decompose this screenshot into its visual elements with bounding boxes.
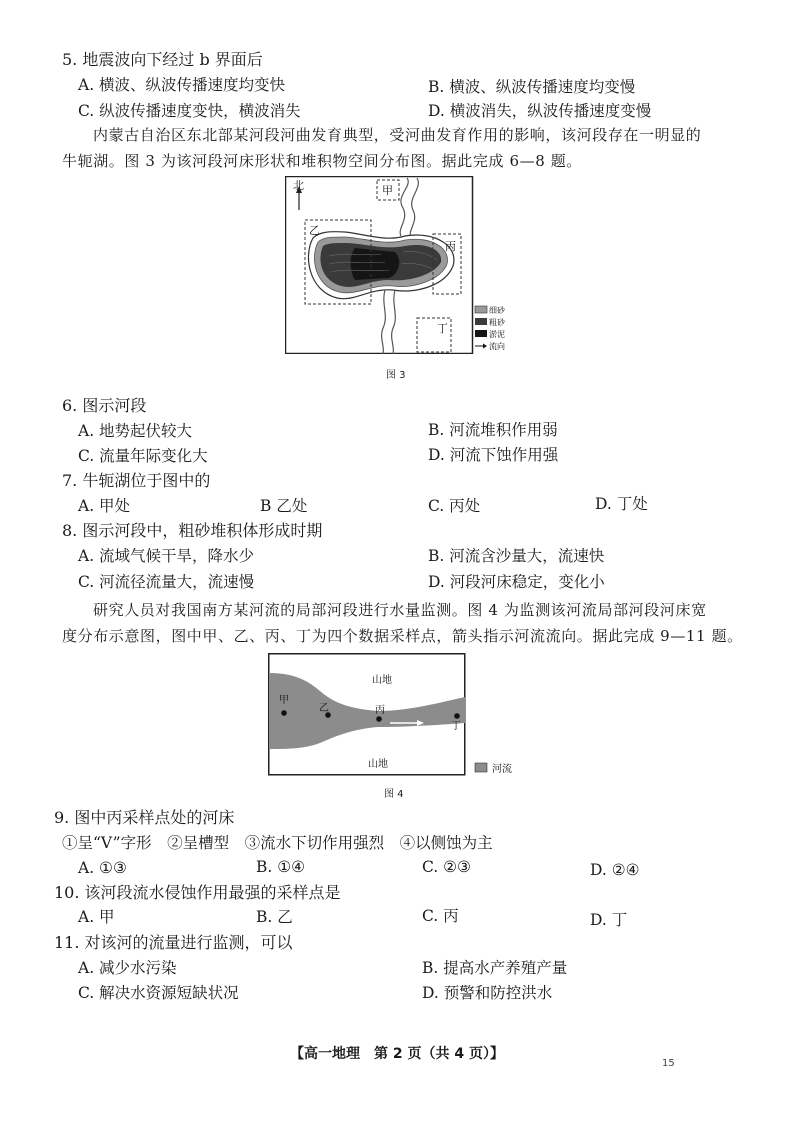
- fig4-label-bing: 丙: [375, 705, 385, 716]
- fig3-label-ding: 丁: [437, 322, 448, 335]
- passage-2-line-2: 度分布示意图，图中甲、乙、丙、丁为四个数据采样点，箭头指示河流流向。据此完成 9—11 题。: [62, 627, 743, 645]
- q7-option-a: A. 甲处: [78, 497, 131, 515]
- passage-2-line-1: 研究人员对我国南方某河流的局部河段进行水量监测。图 4 为监测该河流局部河段河床宽: [93, 601, 707, 619]
- q7-stem: 7. 牛轭湖位于图中的: [62, 471, 211, 490]
- coarse-sand-swatch-icon: [475, 318, 487, 325]
- q7-option-b: B 乙处: [260, 497, 308, 515]
- q5-option-b: B. 横波、纵波传播速度均变慢: [428, 78, 636, 96]
- q10-stem: 10. 该河段流水侵蚀作用最强的采样点是: [54, 883, 341, 902]
- q5-option-a: A. 横波、纵波传播速度均变快: [78, 76, 286, 94]
- q9-option-a: A. ①③: [78, 859, 127, 877]
- q6-option-a: A. 地势起伏较大: [78, 422, 193, 440]
- q9-option-d: D. ②④: [590, 861, 640, 879]
- q6-stem: 6. 图示河段: [62, 396, 147, 415]
- q6-option-d: D. 河流下蚀作用强: [428, 446, 559, 464]
- q10-option-b: B. 乙: [256, 908, 293, 926]
- q5-option-d: D. 横波消失，纵波传播速度变慢: [428, 102, 652, 120]
- q11-option-a: A. 减少水污染: [78, 959, 177, 977]
- q10-option-a: A. 甲: [78, 908, 115, 926]
- q10-option-d: D. 丁: [590, 911, 628, 929]
- q9-option-b: B. ①④: [256, 858, 306, 876]
- q9-substem: ①呈“V”字形 ②呈槽型 ③流水下切作用强烈 ④以侧蚀为主: [62, 834, 493, 852]
- q10-option-c: C. 丙: [422, 907, 459, 925]
- q8-option-c: C. 河流径流量大，流速慢: [78, 573, 255, 591]
- mountain-label-north: 山地: [372, 675, 392, 686]
- q7-option-d: D. 丁处: [595, 495, 648, 513]
- sample-point-bing-icon: [376, 716, 382, 722]
- fig4-label-yi: 乙: [319, 703, 329, 714]
- fig3-label-jia: 甲: [382, 184, 393, 197]
- fig4-label-ding: 丁: [451, 721, 461, 732]
- figure-4-legend: [474, 760, 534, 778]
- page-footer: 【高一地理 第 2 页（共 4 页）】: [290, 1046, 504, 1062]
- q11-option-d: D. 预警和防控洪水: [422, 984, 553, 1002]
- q8-option-d: D. 河段河床稳定，变化小: [428, 573, 605, 591]
- q11-option-c: C. 解决水资源短缺状况: [78, 984, 239, 1002]
- q11-option-b: B. 提高水产养殖产量: [422, 959, 568, 977]
- figure-4-river-width-map: [268, 653, 466, 776]
- q5-option-c: C. 纵波传播速度变快，横波消失: [78, 102, 301, 120]
- passage-1-line-2: 牛轭湖。图 3 为该河段河床形状和堆积物空间分布图。据此完成 6—8 题。: [62, 152, 582, 170]
- sample-point-ding-icon: [454, 713, 460, 719]
- q9-stem: 9. 图中丙采样点处的河床: [54, 808, 235, 827]
- q7-option-c: C. 丙处: [428, 497, 481, 515]
- q8-option-a: A. 流域气候干旱，降水少: [78, 547, 255, 565]
- fig3-label-bing: 丙: [445, 240, 456, 253]
- sample-point-jia-icon: [281, 710, 287, 716]
- q8-stem: 8. 图示河段中，粗砂堆积体形成时期: [62, 521, 323, 540]
- page-corner-mark: 15: [662, 1058, 675, 1069]
- north-label: 北: [293, 179, 304, 192]
- fig3-label-yi: 乙: [309, 224, 320, 237]
- figure-3-riverbed-map: [285, 176, 475, 354]
- q5-stem: 5. 地震波向下经过 b 界面后: [62, 50, 263, 69]
- q6-option-c: C. 流量年际变化大: [78, 447, 208, 465]
- legend-fine-sand: 细砂: [489, 306, 505, 315]
- legend-river: 河流: [492, 764, 512, 775]
- legend-silt: 淤泥: [489, 330, 505, 339]
- passage-1-line-1: 内蒙古自治区东北部某河段河曲发育典型，受河曲发育作用的影响，该河段存在一明显的: [93, 126, 702, 144]
- figure-3-legend: [474, 304, 520, 360]
- figure-3-caption: 图 3: [386, 370, 406, 381]
- fine-sand-swatch-icon: [475, 306, 487, 313]
- q6-option-b: B. 河流堆积作用弱: [428, 421, 558, 439]
- legend-flow: 流向: [489, 342, 505, 351]
- q11-stem: 11. 对该河的流量进行监测，可以: [54, 933, 293, 952]
- q9-option-c: C. ②③: [422, 858, 471, 876]
- q8-option-b: B. 河流含沙量大，流速快: [428, 547, 605, 565]
- figure-4-caption: 图 4: [384, 789, 404, 800]
- legend-coarse-sand: 粗砂: [489, 318, 505, 327]
- fig4-label-jia: 甲: [279, 695, 289, 706]
- mountain-label-south: 山地: [368, 759, 388, 770]
- silt-swatch-icon: [475, 330, 487, 337]
- river-swatch-icon: [475, 763, 487, 772]
